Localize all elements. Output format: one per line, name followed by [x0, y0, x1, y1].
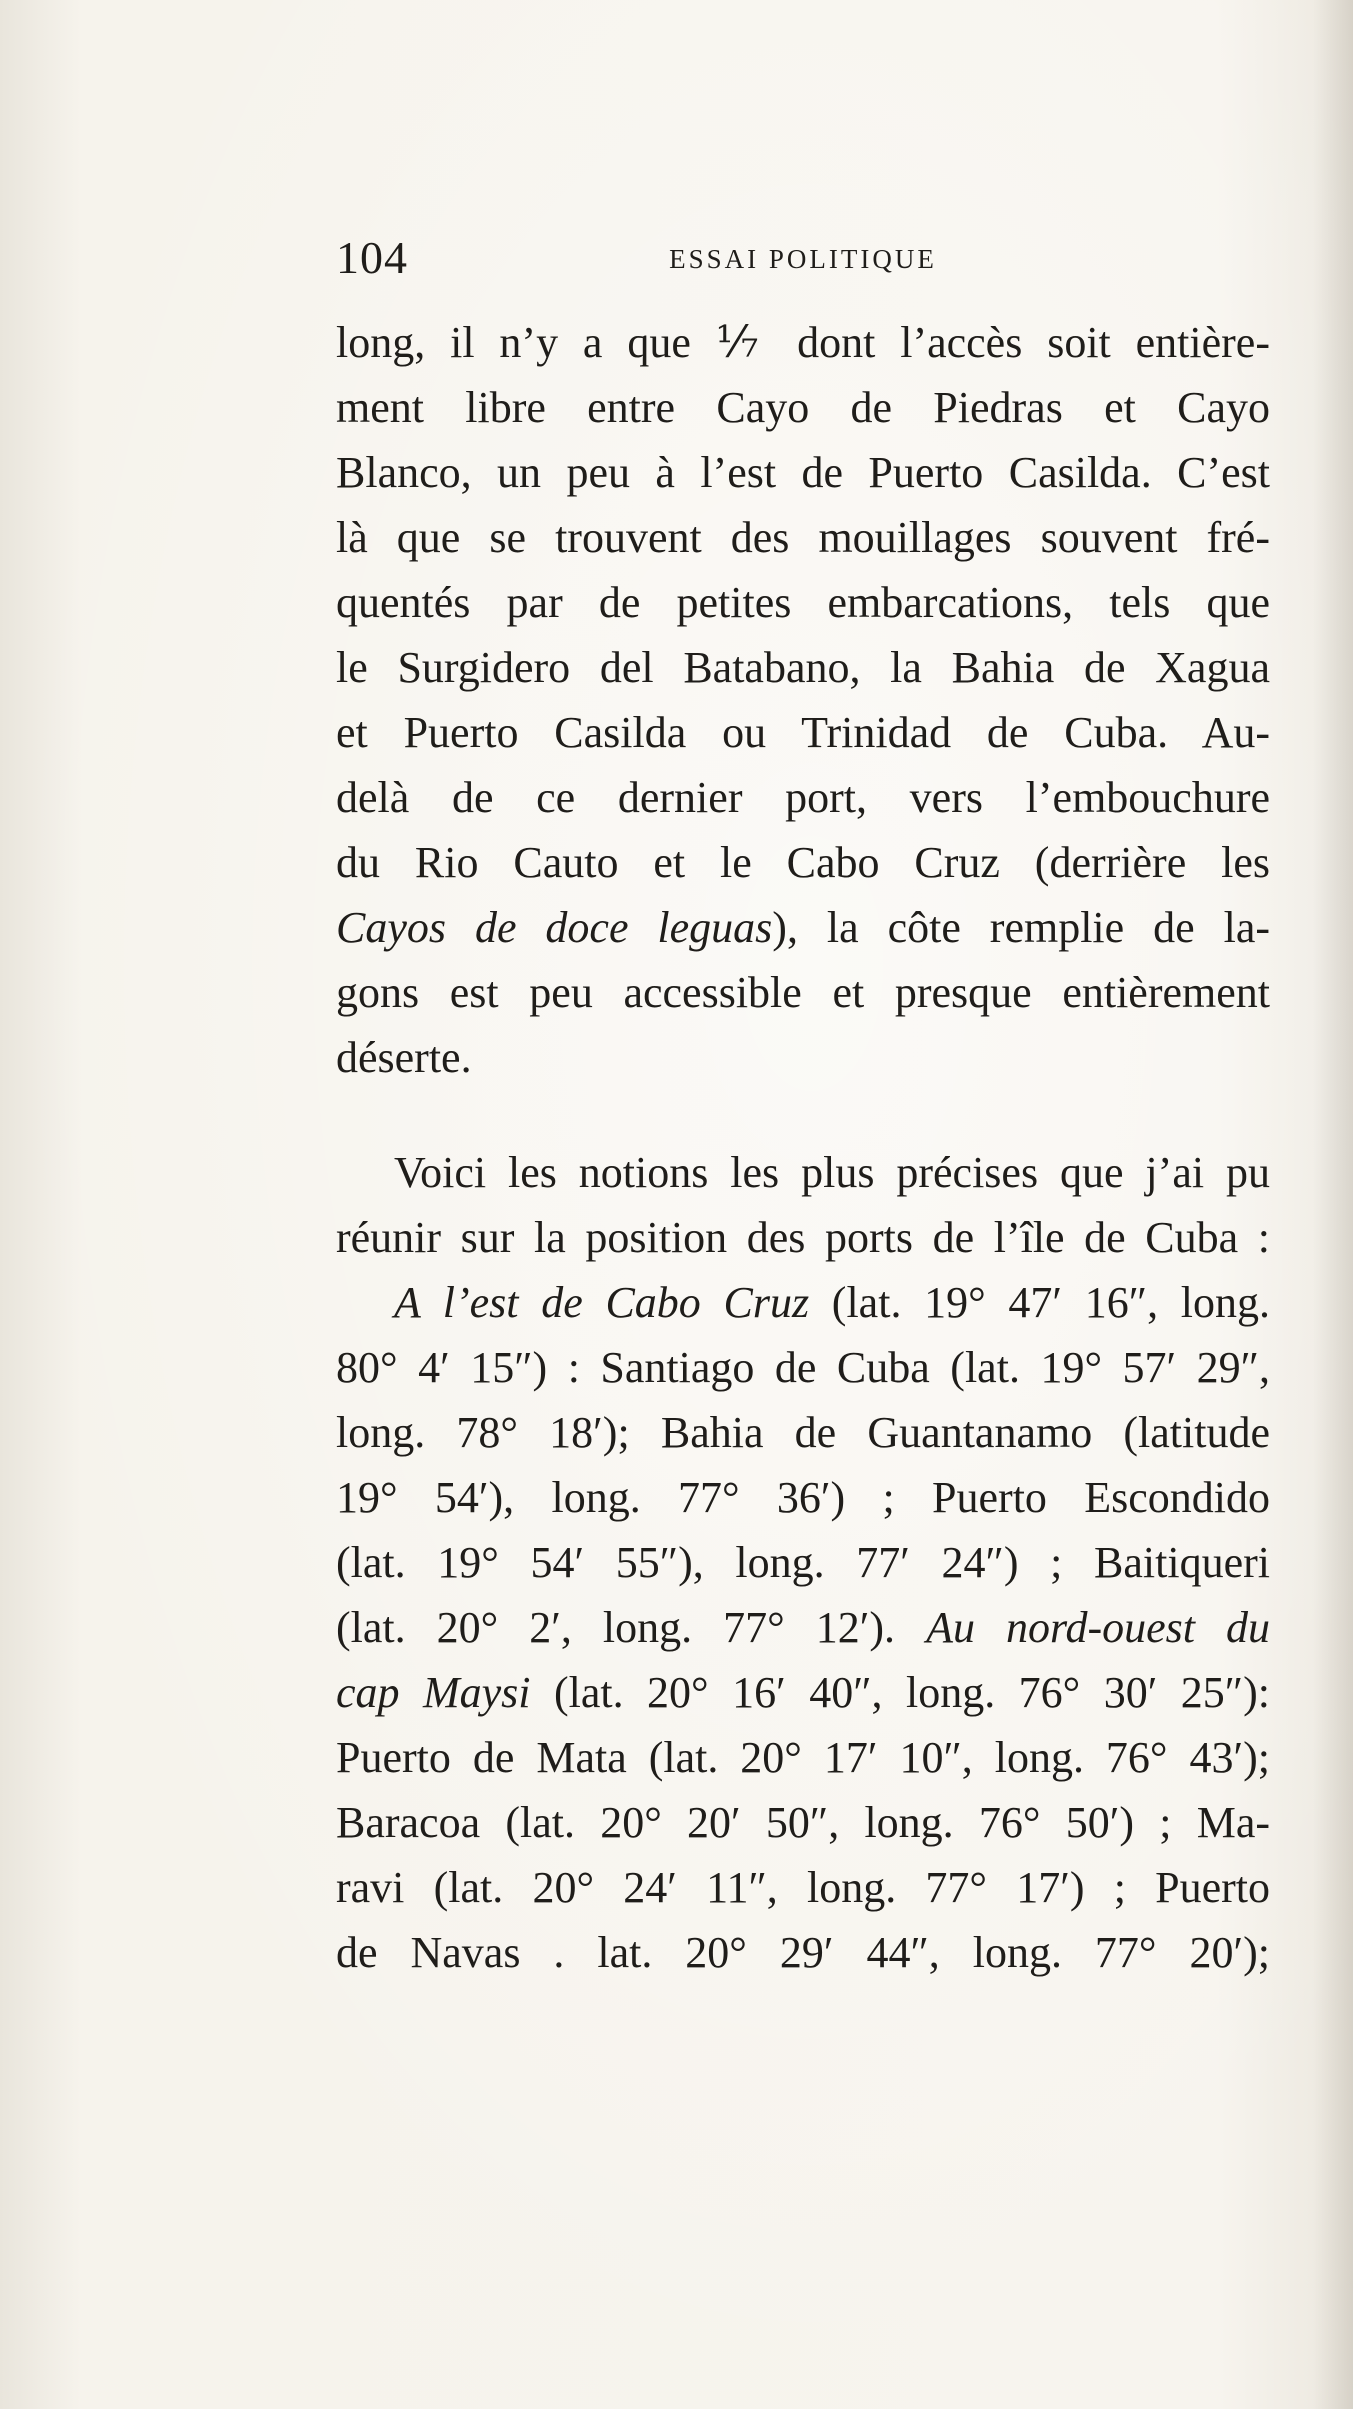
text-line: Baracoa (lat. 20° 20′ 50″, long. 76° 50′) ; Ma-: [336, 1798, 1270, 1847]
text-line: là que se trouvent des mouillages souvent fré-: [336, 513, 1270, 562]
text-line: réunir sur la position des ports de l’île de Cuba :: [336, 1213, 1270, 1262]
italic-phrase: Au nord-ouest du: [926, 1603, 1270, 1652]
page-edge-shadow: [1313, 0, 1353, 2409]
page-number: 104: [336, 232, 408, 283]
text-line: Voici les notions les plus précises que j’ai pu: [394, 1148, 1270, 1197]
text-line: 19° 54′), long. 77° 36′) ; Puerto Escondido: [336, 1473, 1270, 1522]
text-line: [336, 1270, 1270, 1335]
text-line: [336, 895, 1270, 960]
text-line: [336, 1660, 1270, 1725]
text-segment: (lat. 20° 2′, long. 77° 12′).: [336, 1603, 927, 1652]
text-line: et Puerto Casilda ou Trinidad de Cuba. Au-: [336, 708, 1270, 757]
text-line: de Navas . lat. 20° 29′ 44″, long. 77° 20′);: [336, 1928, 1270, 1977]
italic-phrase: cap Maysi: [336, 1668, 531, 1717]
text-line: ment libre entre Cayo de Piedras et Cayo: [336, 383, 1270, 432]
text-line: gons est peu accessible et presque entièrement: [336, 968, 1270, 1017]
text-line: delà de ce dernier port, vers l’embouchure: [336, 773, 1270, 822]
text-line: [336, 1595, 1270, 1660]
text-line: Blanco, un peu à l’est de Puerto Casilda. C’est: [336, 448, 1270, 497]
text-line: quentés par de petites embarcations, tels que: [336, 578, 1270, 627]
text-line: (lat. 19° 54′ 55″), long. 77′ 24″) ; Baitiqueri: [336, 1538, 1270, 1587]
text-line: long. 78° 18′); Bahia de Guantanamo (latitude: [336, 1408, 1270, 1457]
italic-phrase: Cayos de doce leguas: [336, 903, 773, 952]
text-line: du Rio Cauto et le Cabo Cruz (derrière les: [336, 838, 1270, 887]
page-header: [336, 228, 1270, 288]
paragraph-2: [336, 1140, 1270, 1985]
running-title: ESSAI POLITIQUE: [669, 244, 937, 274]
text-line: 80° 4′ 15″) : Santiago de Cuba (lat. 19° 57′ 29″,: [336, 1343, 1270, 1392]
text-segment: (lat. 20° 16′ 40″, long. 76° 30′ 25″):: [530, 1668, 1270, 1717]
text-segment: (lat. 19° 47′ 16″, long.: [809, 1278, 1271, 1327]
text-line: ravi (lat. 20° 24′ 11″, long. 77° 17′) ; Puerto: [336, 1863, 1270, 1912]
italic-phrase: A l’est de Cabo Cruz: [394, 1278, 810, 1327]
text-line: Puerto de Mata (lat. 20° 17′ 10″, long. 76° 43′);: [336, 1733, 1270, 1782]
text-line: long, il n’y a que ⅐ dont l’accès soit entière-: [336, 318, 1270, 367]
text-line: le Surgidero del Batabano, la Bahia de Xagua: [336, 643, 1270, 692]
text-segment: ), la côte remplie de la-: [772, 903, 1271, 952]
paragraph-1: [336, 310, 1270, 1090]
text-line: déserte.: [336, 1033, 472, 1082]
